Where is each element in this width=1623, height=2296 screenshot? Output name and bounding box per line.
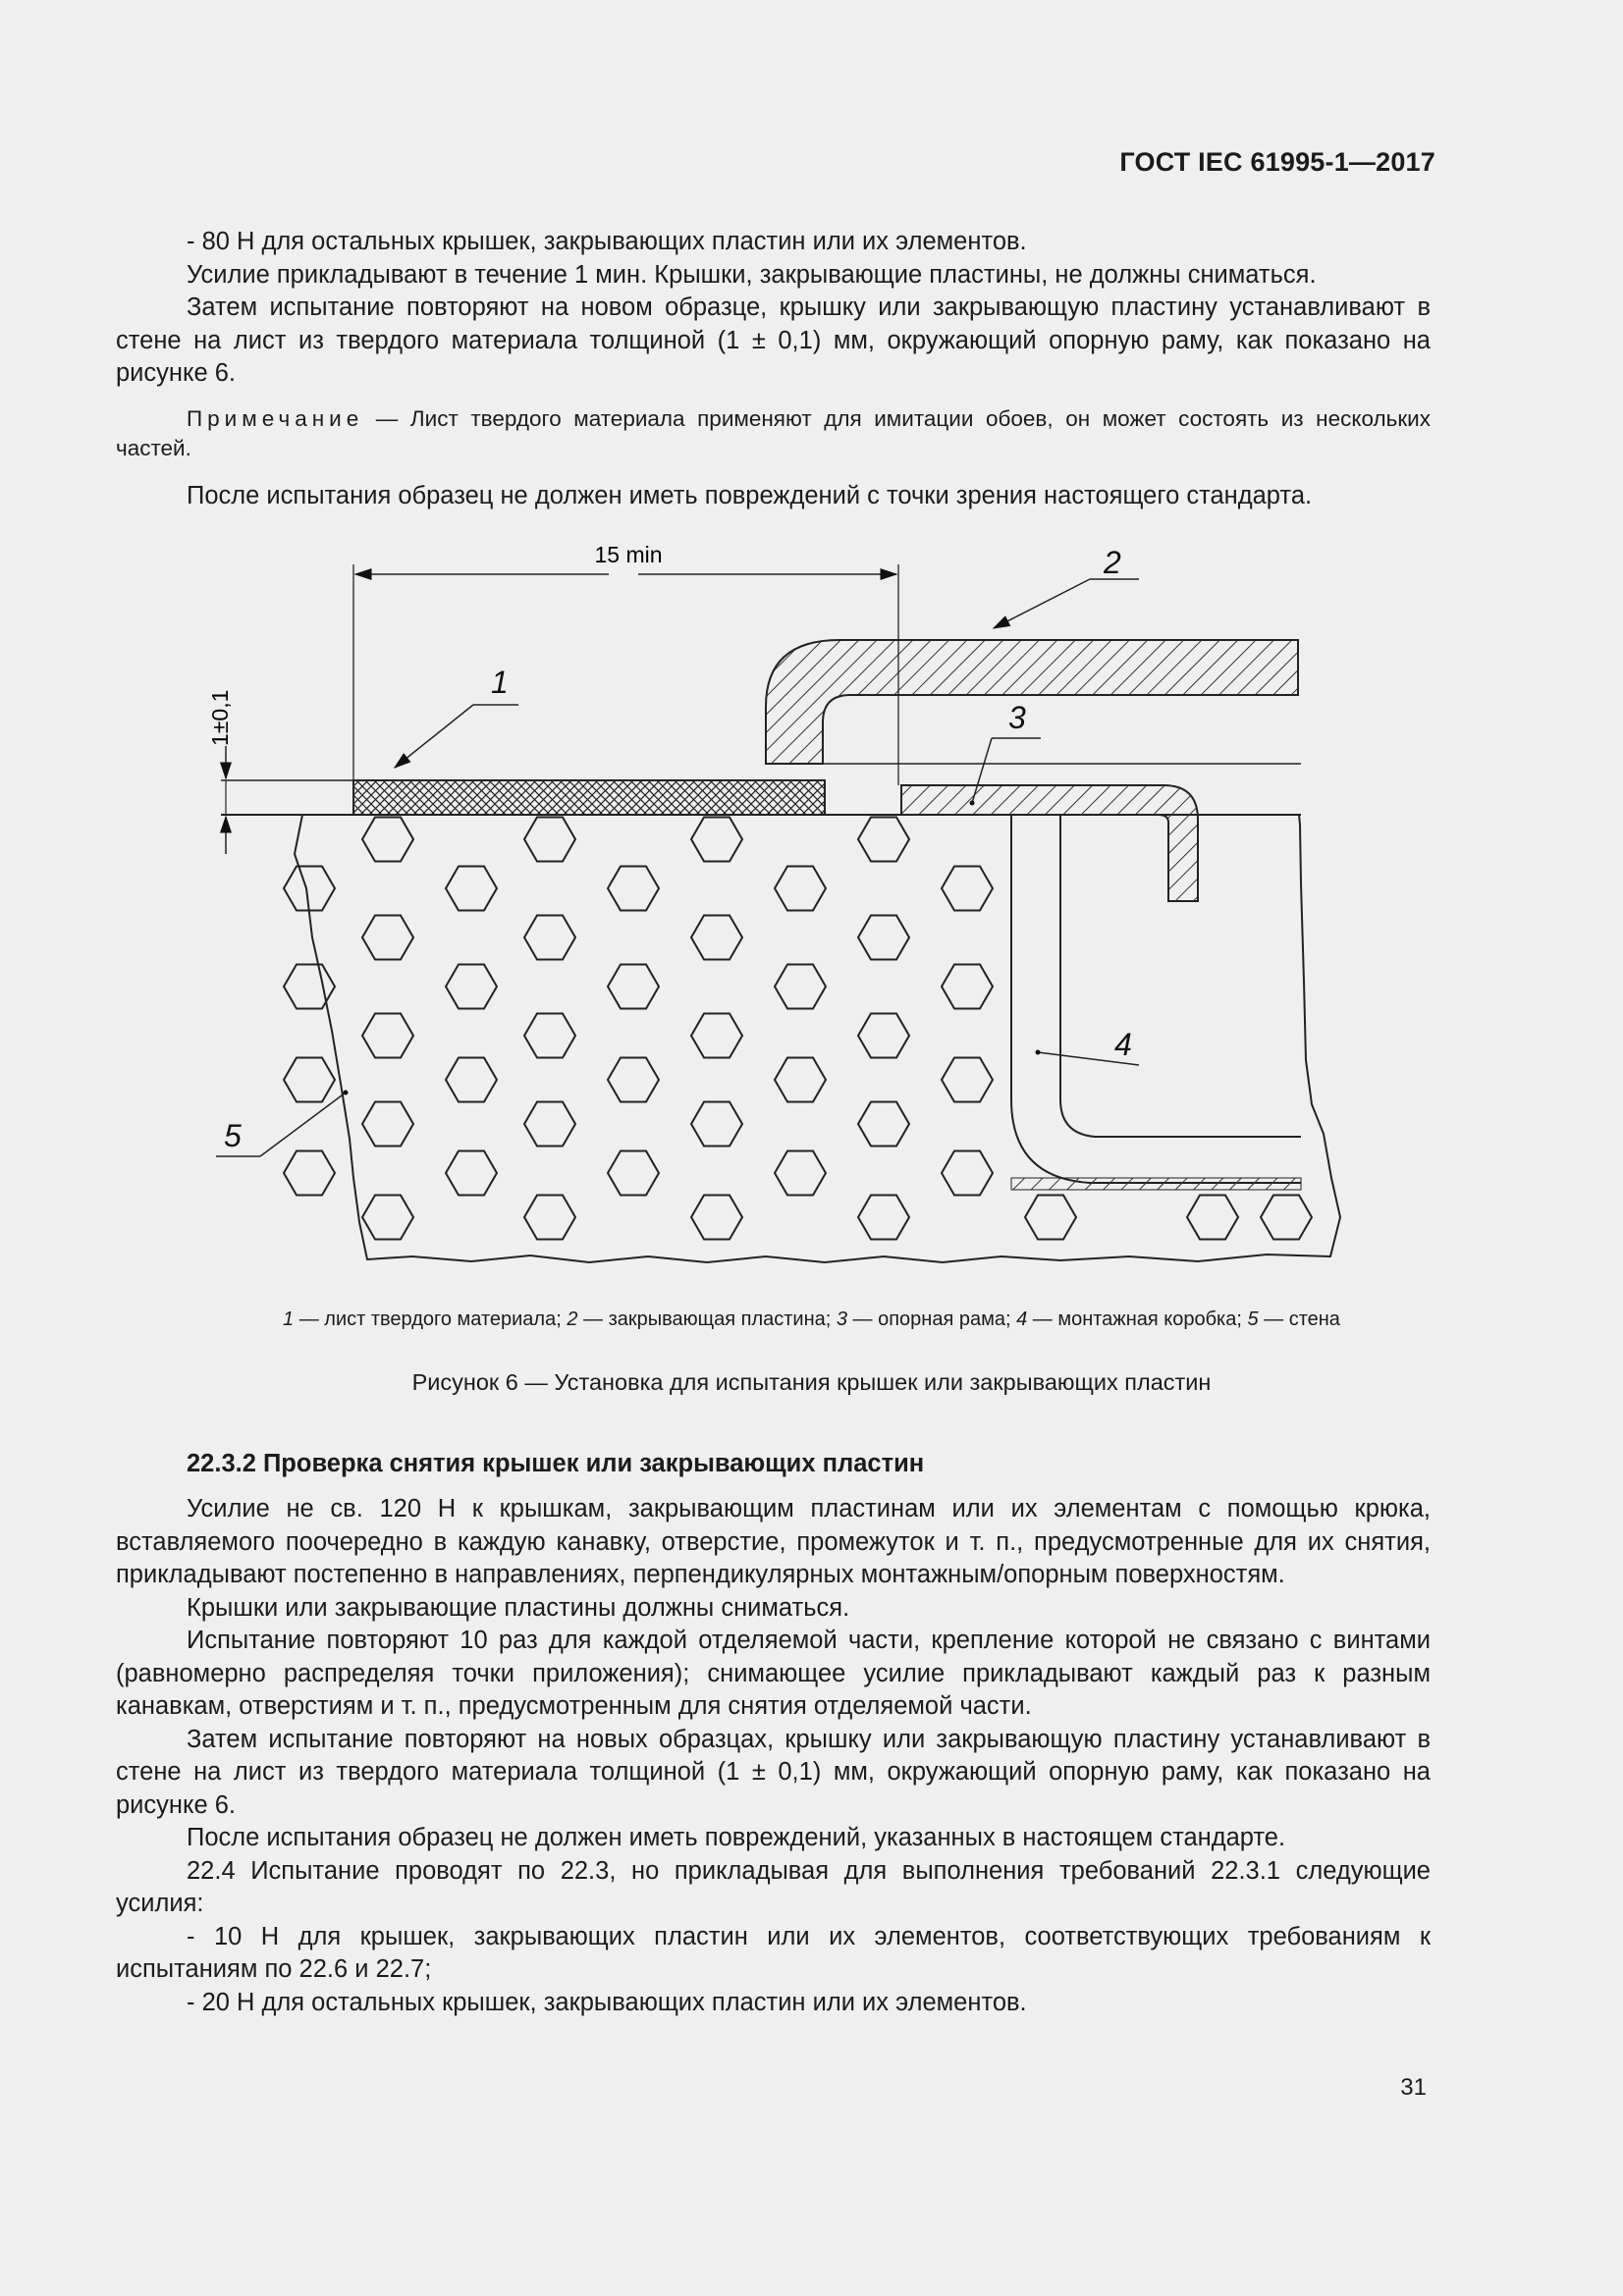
callout-4: 4	[1114, 1027, 1132, 1062]
legend-text: — закрывающая пластина;	[577, 1308, 837, 1330]
paragraph: Испытание повторяют 10 раз для каждой отделяемой части, крепление которой не связано с винтами (равномерно распределяя точки приложения); снимающее усилие прикладывают каждый раз к разным канавкам, отверстиям и т. п., предусмотренным для снятия отделяемой части.	[116, 1627, 1431, 1720]
hexagon-shape	[858, 818, 909, 862]
hexagon-shape	[691, 818, 742, 862]
hexagon-shape	[446, 867, 497, 911]
hexagon-shape	[775, 867, 826, 911]
hexagon-shape	[691, 1102, 742, 1147]
hexagon-shape	[524, 1102, 575, 1147]
text-block-intro	[116, 226, 1431, 391]
text-block-after-note	[116, 480, 1431, 513]
paragraph: Затем испытание повторяют на новых образцах, крышку или закрывающую пластину устанавливают в стене на лист из твердого материала толщиной (1 ± 0,1) мм, окружающий опорную раму, как показано на рисунке 6.	[116, 1725, 1431, 1819]
hexagon-shape	[608, 1151, 659, 1196]
hexagon-shape	[446, 965, 497, 1009]
hexagon-shape	[284, 867, 335, 911]
paragraph: Усилие прикладывают в течение 1 мин. Крышки, закрывающие пластины, не должны сниматься.	[187, 260, 1317, 289]
hexagon-shape	[284, 1058, 335, 1102]
mounting-box-flange	[1011, 1178, 1301, 1190]
hexagon-shape	[524, 916, 575, 960]
hexagon-shape	[524, 818, 575, 862]
hexagon-shape	[1261, 1196, 1312, 1240]
legend-num: 3	[836, 1308, 847, 1330]
support-frame	[901, 785, 1198, 901]
hexagon-shape	[691, 1196, 742, 1240]
paragraph: Затем испытание повторяют на новом образце, крышку или закрывающую пластину устанавливают в стене на лист из твердого материала толщиной (1 ± 0,1) мм, окружающий опорную раму, как показано на рисунке 6.	[116, 294, 1431, 387]
hexagon-shape	[524, 1196, 575, 1240]
legend-num: 2	[567, 1308, 578, 1330]
hexagon-shape	[362, 1014, 413, 1058]
hexagon-shape	[858, 1196, 909, 1240]
hexagon-shape	[608, 1058, 659, 1102]
legend-text: — опорная рама;	[846, 1308, 1017, 1330]
hexagon-shape	[446, 1058, 497, 1102]
hexagon-shape	[691, 916, 742, 960]
text-block-section	[116, 1493, 1431, 2019]
dimension-label: 15 min	[594, 542, 663, 567]
callout-3: 3	[1008, 700, 1026, 735]
hexagon-shape	[362, 1196, 413, 1240]
note	[116, 404, 1431, 463]
hexagon-shape	[1187, 1196, 1238, 1240]
legend-text: — монтажная коробка;	[1027, 1308, 1248, 1330]
paragraph: 22.4 Испытание проводят по 22.3, но прикладывая для выполнения требований 22.3.1 следующие усилия:	[116, 1856, 1431, 1917]
legend-num: 4	[1016, 1308, 1028, 1330]
legend-num: 1	[283, 1308, 295, 1330]
legend-text: — стена	[1258, 1308, 1340, 1330]
paragraph: После испытания образец не должен иметь повреждений, указанных в настоящем стандарте.	[187, 1824, 1286, 1851]
hexagon-shape	[942, 965, 993, 1009]
legend-num: 5	[1247, 1308, 1259, 1330]
wall-hexagon-pattern	[284, 818, 1312, 1240]
hexagon-shape	[858, 1014, 909, 1058]
mounting-box-outline-outer	[1011, 815, 1301, 1183]
note-label: Примечание	[187, 406, 364, 431]
hexagon-shape	[362, 916, 413, 960]
section-heading: 22.3.2 Проверка снятия крышек или закрывающих пластин	[187, 1450, 925, 1477]
figure-6	[0, 530, 1623, 1301]
figure-caption: Рисунок 6 — Установка для испытания крышек или закрывающих пластин	[411, 1369, 1212, 1395]
callout-1: 1	[491, 665, 509, 700]
cover-plate	[766, 640, 1298, 764]
hexagon-shape	[1025, 1196, 1076, 1240]
paragraph: После испытания образец не должен иметь повреждений с точки зрения настоящего стандарта.	[187, 482, 1313, 509]
hexagon-shape	[942, 867, 993, 911]
paragraph: - 10 Н для крышек, закрывающих пластин или их элементов, соответствующих требованиям к испытаниям по 22.6 и 22.7;	[116, 1922, 1431, 1983]
paragraph: - 20 Н для остальных крышек, закрывающих пластин или их элементов.	[187, 1988, 1027, 2016]
hexagon-shape	[858, 916, 909, 960]
hexagon-shape	[362, 1102, 413, 1147]
paragraph: Усилие не св. 120 Н к крышкам, закрывающим пластинам или их элементам с помощью крюка, вставляемого поочередно в каждую канавку, отверстие, промежуток и т. п., предусмотренные для их снятия, прикладывают постепенно в направлениях, перпендикулярных монтажным/опорным поверхностям.	[116, 1495, 1431, 1588]
paragraph: Крышки или закрывающие пластины должны сниматься.	[187, 1593, 850, 1622]
hexagon-shape	[775, 1151, 826, 1196]
hexagon-shape	[446, 1151, 497, 1196]
hexagon-shape	[362, 818, 413, 862]
legend-text: — лист твердого материала;	[294, 1308, 568, 1330]
figure-drawing	[0, 530, 1623, 1296]
hexagon-shape	[775, 965, 826, 1009]
hexagon-shape	[775, 1058, 826, 1102]
hexagon-shape	[942, 1058, 993, 1102]
hexagon-shape	[284, 965, 335, 1009]
hexagon-shape	[691, 1014, 742, 1058]
figure-legend	[0, 1308, 1623, 1331]
page-number: 31	[1400, 2074, 1427, 2101]
hexagon-shape	[858, 1102, 909, 1147]
callouts	[216, 545, 1139, 1156]
callout-5: 5	[224, 1118, 242, 1153]
paragraph: - 80 Н для остальных крышек, закрывающих пластин или их элементов.	[187, 228, 1027, 255]
callout-2: 2	[1104, 545, 1121, 580]
hexagon-shape	[942, 1151, 993, 1196]
hexagon-shape	[524, 1014, 575, 1058]
document-header: ГОСТ IEC 61995-1—2017	[1119, 147, 1435, 177]
hexagon-shape	[608, 965, 659, 1009]
hexagon-shape	[608, 867, 659, 911]
hard-material-sheet	[353, 780, 825, 815]
hexagon-shape	[284, 1151, 335, 1196]
tolerance-label: 1±0,1	[207, 689, 233, 746]
note-text: — Лист твердого материала применяют для имитации обоев, он может состоять из нескольких частей.	[116, 406, 1431, 460]
